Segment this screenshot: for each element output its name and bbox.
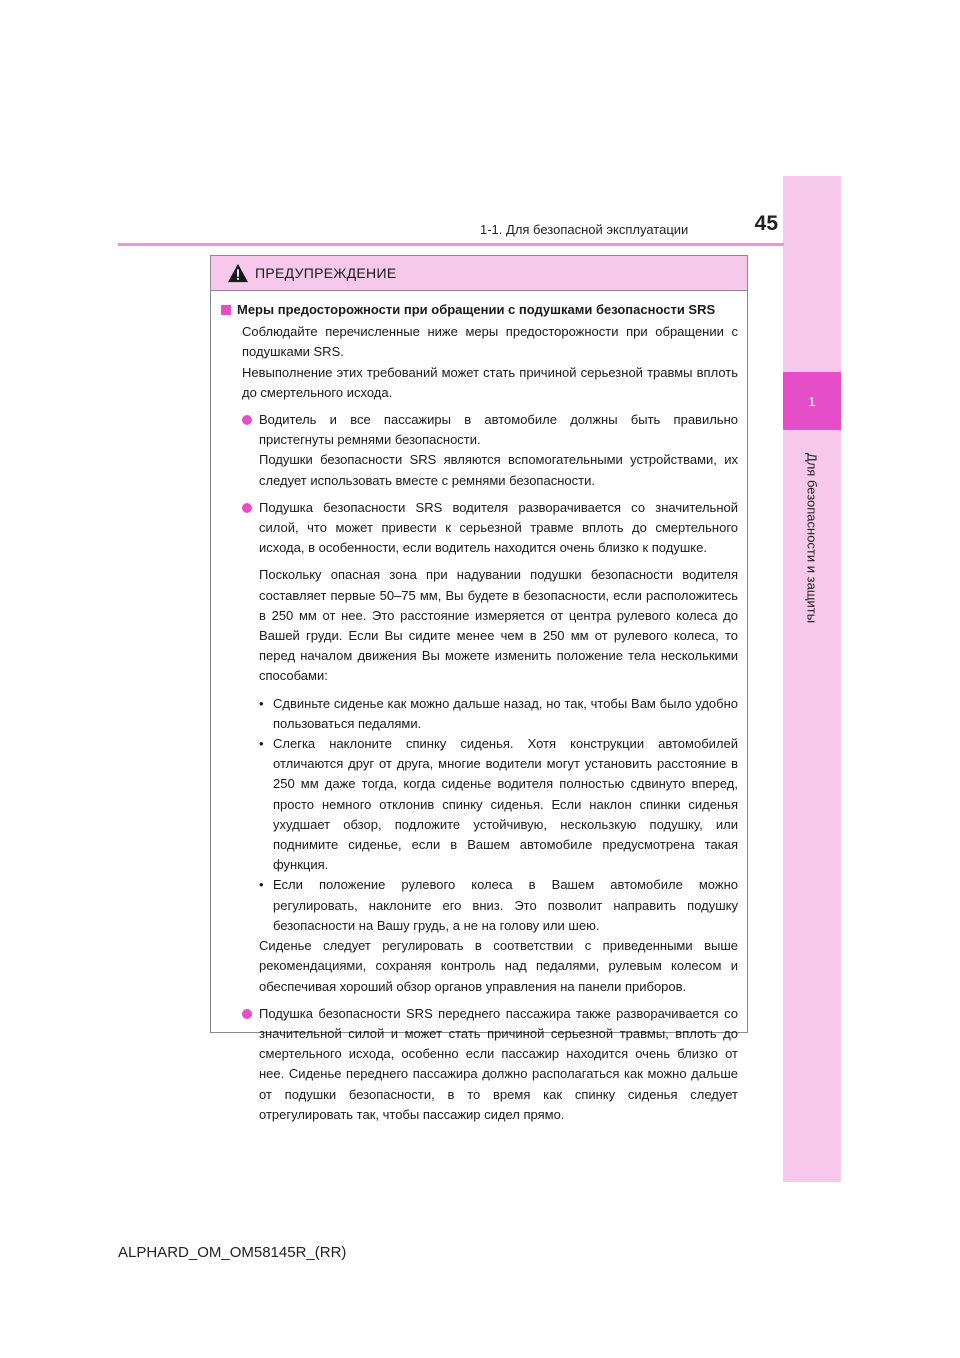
item-paragraph: Подушка безопасности SRS водителя разворачивается со значительной силой, что может привести к серьезной травме вплоть до смертельного исхода, в особенности, если водитель находится очень близко к подушке. — [259, 499, 738, 556]
intro-paragraph: Соблюдайте перечисленные ниже меры предосторожности при обращении с подушками SRS. — [242, 324, 738, 360]
section-content — [221, 322, 738, 1125]
bullet-item — [259, 734, 738, 875]
item-paragraph: Водитель и все пассажиры в автомобиле должны быть правильно пристегнуты ремнями безопасности. — [259, 412, 738, 448]
section-title-text: Меры предосторожности при обращении с подушками безопасности SRS — [237, 302, 716, 317]
document-code: ALPHARD_OM_OM58145R_(RR) — [118, 1244, 347, 1261]
section-title — [221, 300, 738, 320]
warning-triangle-icon — [227, 263, 249, 283]
list-item — [242, 410, 738, 491]
warning-heading: ПРЕДУПРЕЖДЕНИЕ — [255, 265, 397, 281]
circle-bullet-icon — [242, 503, 252, 513]
chapter-label: Для безопасности и защиты — [804, 452, 820, 624]
page-number: 45 — [754, 212, 778, 235]
bullet-mark: • — [259, 695, 264, 711]
bullet-text: Сдвиньте сиденье как можно дальше назад, но так, чтобы Вам было удобно пользоваться педалями. — [273, 695, 738, 731]
item-paragraph: Подушки безопасности SRS являются вспомогательными устройствами, их следует использовать вместе с ремнями безопасности. — [259, 452, 738, 488]
warning-body — [211, 291, 747, 1125]
item-paragraph: Подушка безопасности SRS переднего пассажира также разворачивается со значительной силой и может стать причиной серьезной травмы, вплоть до смертельного исхода, особенно если пассажир находится очень близко от нее. Сиденье переднего пассажира должно располагаться как можно дальше от подушки безопасности, в то время как спинку сиденья следует отрегулировать так, чтобы пассажир сидел прямо. — [259, 1005, 738, 1122]
bullet-item — [259, 875, 738, 936]
header-rule — [118, 243, 784, 246]
bullet-text: Если положение рулевого колеса в Вашем автомобиле можно регулировать, наклоните его вниз. Это позволит направить подушку безопасности на Вашу грудь, а не на голову или шею. — [273, 877, 738, 933]
circle-bullet-icon — [242, 415, 252, 425]
bullet-text: Слегка наклоните спинку сиденья. Хотя конструкции автомобилей отличаются друг от друга, многие водители могут установить расстояние в 250 мм даже тогда, когда сиденье водителя полностью сдвинуто вперед, просто немного отклонив спинку сиденья. Если наклон спинки сиденья ухудшает обзор, подложите устойчивую, нескользкую подушку, или поднимите сиденье, если в Вашем автомобиле предусмотрена такая функция. — [273, 736, 738, 873]
item-closing-paragraph: Сиденье следует регулировать в соответствии с приведенными выше рекомендациями, сохраняя контроль над педалями, рулевым колесом и обеспечивая хороший обзор органов управления на панели приборов. — [259, 938, 738, 994]
bullet-list — [259, 694, 738, 936]
list-item — [242, 1004, 738, 1125]
warning-header — [211, 256, 747, 291]
bullet-item — [259, 694, 738, 734]
intro-paragraph: Невыполнение этих требований может стать причиной серьезной травмы вплоть до смертельного исхода. — [242, 364, 738, 400]
chapter-number: 1 — [783, 372, 841, 430]
bullet-mark: • — [259, 736, 264, 752]
section-header-title: 1-1. Для безопасной эксплуатации — [480, 222, 689, 237]
list-item — [242, 498, 738, 997]
square-bullet-icon — [221, 305, 231, 315]
chapter-side-tab — [783, 176, 841, 1182]
item-detail-paragraph: Поскольку опасная зона при надувании подушки безопасности водителя составляет первые 50–75 мм, Вы будете в безопасности, если расположитесь в 250 мм от нее. Это расстояние измеряется от центра рулевого колеса до Вашей груди. Если Вы сидите менее чем в 250 мм от рулевого колеса, то перед началом движения Вы можете изменить положение тела несколькими способами: — [259, 567, 738, 684]
bullet-mark: • — [259, 877, 264, 893]
warning-box — [210, 255, 748, 1122]
circle-bullet-icon — [242, 1009, 252, 1019]
